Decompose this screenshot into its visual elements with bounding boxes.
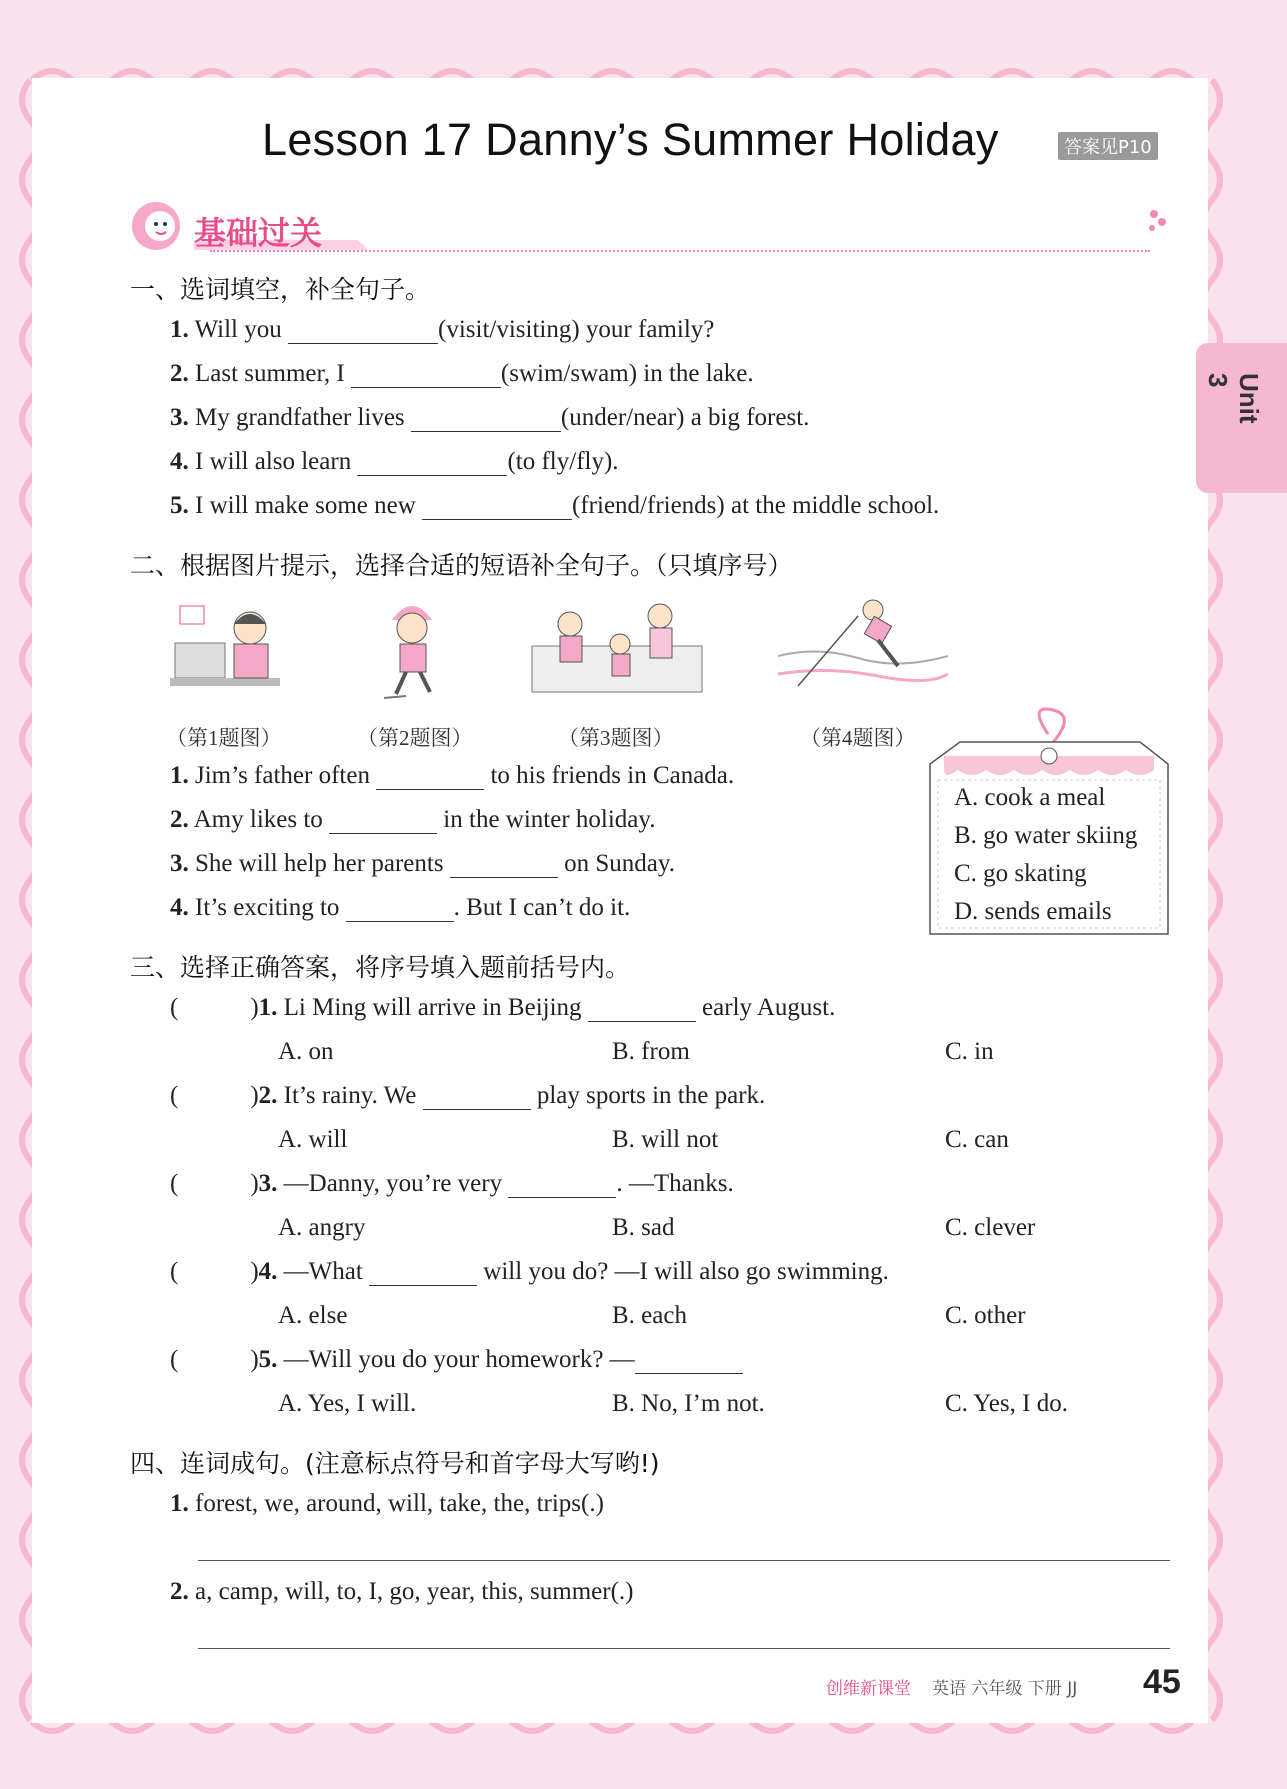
answer-blank[interactable] — [288, 318, 438, 344]
item-text: (friend/friends) at the middle school. — [572, 492, 940, 519]
answer-line[interactable] — [198, 1648, 1170, 1649]
answer-paren[interactable]: ) — [250, 1346, 259, 1373]
choice-c: C. Yes, I do. — [945, 1390, 1068, 1417]
answer-paren[interactable]: ( — [170, 1170, 179, 1197]
item-number: 3. — [170, 404, 189, 431]
choice-c: C. other — [945, 1302, 1026, 1329]
item-text: Jim’s father often — [195, 762, 370, 789]
item-number: 3. — [170, 850, 189, 877]
answer-blank[interactable] — [376, 764, 484, 790]
choice-b: B. each — [612, 1302, 687, 1329]
part3-item-3 — [170, 1170, 734, 1198]
girl-skating-picture — [362, 592, 462, 702]
item-text: a, camp, will, to, I, go, year, this, summer(.) — [195, 1578, 634, 1605]
option-d: D. sends emails — [954, 898, 1112, 925]
part1-item-4 — [170, 448, 619, 476]
part3-item-2 — [170, 1082, 765, 1110]
part4-heading: 四、连词成句。(注意标点符号和首字母大写哟!) — [130, 1449, 660, 1478]
part1-item-3 — [170, 404, 809, 432]
computer-email-picture — [170, 598, 290, 698]
item-text: (visit/visiting) your family? — [438, 316, 715, 343]
item-number: 4. — [170, 448, 189, 475]
answer-paren[interactable]: ( — [170, 1082, 179, 1109]
item-number: 1. — [170, 762, 189, 789]
item-number: 5. — [170, 492, 189, 519]
answer-blank[interactable] — [423, 1084, 531, 1110]
answer-reference-badge: 答案见P10 — [1058, 132, 1158, 160]
answer-blank[interactable] — [329, 808, 437, 834]
item-text: Will you — [194, 316, 282, 343]
item-text: I will make some new — [195, 492, 416, 519]
part2-item-4 — [170, 894, 630, 922]
item-number: 3. — [258, 1170, 278, 1197]
part1-item-2 — [170, 360, 754, 388]
footer-brand: 创维新课堂 — [826, 1679, 911, 1699]
unit-tab — [1196, 343, 1287, 493]
choice-b: B. will not — [612, 1126, 719, 1153]
part4-item-2 — [170, 1578, 633, 1606]
item-text: play sports in the park. — [536, 1082, 766, 1109]
page-number: 45 — [1143, 1663, 1181, 1701]
part3-item-5 — [170, 1346, 743, 1374]
item-number: 4. — [170, 894, 189, 921]
water-skiing-picture — [778, 596, 948, 696]
option-a: A. cook a meal — [954, 784, 1106, 811]
choice-b: B. from — [612, 1038, 690, 1065]
part4-item-1 — [170, 1490, 604, 1518]
item-text: Last summer, I — [195, 360, 345, 387]
option-b: B. go water skiing — [954, 822, 1138, 849]
choice-b: B. No, I’m not. — [612, 1390, 765, 1417]
options-box — [930, 740, 1168, 936]
answer-paren[interactable]: ( — [170, 1258, 179, 1285]
page-title: Lesson 17 Danny’s Summer Holiday — [262, 114, 999, 165]
answer-paren[interactable]: ) — [250, 1170, 259, 1197]
item-text: Amy likes to — [193, 806, 323, 833]
picture-caption-2: （第2题图） — [357, 726, 473, 750]
item-text: forest, we, around, will, take, the, trips(.) — [195, 1490, 604, 1517]
answer-blank[interactable] — [357, 450, 507, 476]
item-text: It’s rainy. We — [283, 1082, 417, 1109]
part1-item-5 — [170, 492, 939, 520]
item-number: 1. — [170, 316, 189, 343]
answer-paren[interactable]: ) — [250, 1258, 259, 1285]
answer-blank[interactable] — [351, 362, 501, 388]
answer-blank[interactable] — [411, 406, 561, 432]
item-text: . —Thanks. — [616, 1170, 734, 1197]
item-number: 4. — [258, 1258, 278, 1285]
item-text: to his friends in Canada. — [490, 762, 735, 789]
part1-heading: 一、选词填空，补全句子。 — [130, 275, 431, 304]
item-number: 5. — [258, 1346, 278, 1373]
banner-divider — [210, 250, 1150, 252]
item-text: —Danny, you’re very — [283, 1170, 503, 1197]
item-number: 1. — [170, 1490, 189, 1517]
answer-paren[interactable]: ( — [170, 994, 179, 1021]
part2-item-2 — [170, 806, 656, 834]
picture-caption-1: （第1题图） — [166, 726, 282, 750]
choice-b: B. sad — [612, 1214, 675, 1241]
item-text: Li Ming will arrive in Beijing — [283, 994, 582, 1021]
item-text: She will help her parents — [195, 850, 444, 877]
item-text: —Will you do your homework? — — [283, 1346, 635, 1373]
part3-heading: 三、选择正确答案，将序号填入题前括号内。 — [130, 953, 631, 982]
part3-item-1 — [170, 994, 835, 1022]
part2-item-1 — [170, 762, 734, 790]
item-number: 2. — [258, 1082, 278, 1109]
choice-a: A. on — [278, 1038, 334, 1065]
choice-a: A. else — [278, 1302, 348, 1329]
answer-line[interactable] — [198, 1560, 1170, 1561]
unit-tab-label: Unit 3 — [1203, 373, 1264, 424]
part3-item-4 — [170, 1258, 889, 1286]
answer-blank[interactable] — [588, 996, 696, 1022]
picture-caption-4: （第4题图） — [800, 726, 916, 750]
choice-c: C. can — [945, 1126, 1009, 1153]
choice-a: A. will — [278, 1126, 348, 1153]
item-text: It’s exciting to — [195, 894, 340, 921]
answer-paren[interactable]: ) — [250, 1082, 259, 1109]
item-number: 1. — [258, 994, 278, 1021]
option-c: C. go skating — [954, 860, 1087, 887]
item-text: early August. — [702, 994, 836, 1021]
item-text: (swim/swam) in the lake. — [500, 360, 754, 387]
item-text: (under/near) a big forest. — [560, 404, 810, 431]
choice-a: A. angry — [278, 1214, 366, 1241]
item-text: My grandfather lives — [195, 404, 405, 431]
answer-blank[interactable] — [635, 1348, 743, 1374]
choice-a: A. Yes, I will. — [278, 1390, 417, 1417]
answer-blank[interactable] — [450, 852, 558, 878]
answer-blank[interactable] — [369, 1260, 477, 1286]
picture-caption-3: （第3题图） — [558, 726, 674, 750]
answer-paren[interactable]: ( — [170, 1346, 179, 1373]
footer-info: 英语 六年级 下册 JJ — [932, 1679, 1078, 1699]
item-text: I will also learn — [195, 448, 352, 475]
item-text: on Sunday. — [564, 850, 675, 877]
choice-c: C. clever — [945, 1214, 1036, 1241]
item-number: 2. — [170, 1578, 189, 1605]
answer-blank[interactable] — [508, 1172, 616, 1198]
answer-paren[interactable]: ) — [250, 994, 259, 1021]
item-text: will you do? —I will also go swimming. — [483, 1258, 889, 1285]
answer-blank[interactable] — [346, 896, 454, 922]
family-cooking-picture — [530, 596, 705, 696]
item-number: 2. — [170, 806, 189, 833]
answer-blank[interactable] — [422, 494, 572, 520]
item-text: . But I can’t do it. — [453, 894, 631, 921]
item-number: 2. — [170, 360, 189, 387]
part1-item-1 — [170, 316, 714, 344]
part2-heading: 二、根据图片提示，选择合适的短语补全句子。（只填序号） — [130, 551, 793, 580]
section-banner-label: 基础过关 — [194, 214, 323, 252]
part2-item-3 — [170, 850, 675, 878]
item-text: —What — [283, 1258, 363, 1285]
item-text: in the winter holiday. — [443, 806, 656, 833]
choice-c: C. in — [945, 1038, 994, 1065]
item-text: (to fly/fly). — [507, 448, 619, 475]
